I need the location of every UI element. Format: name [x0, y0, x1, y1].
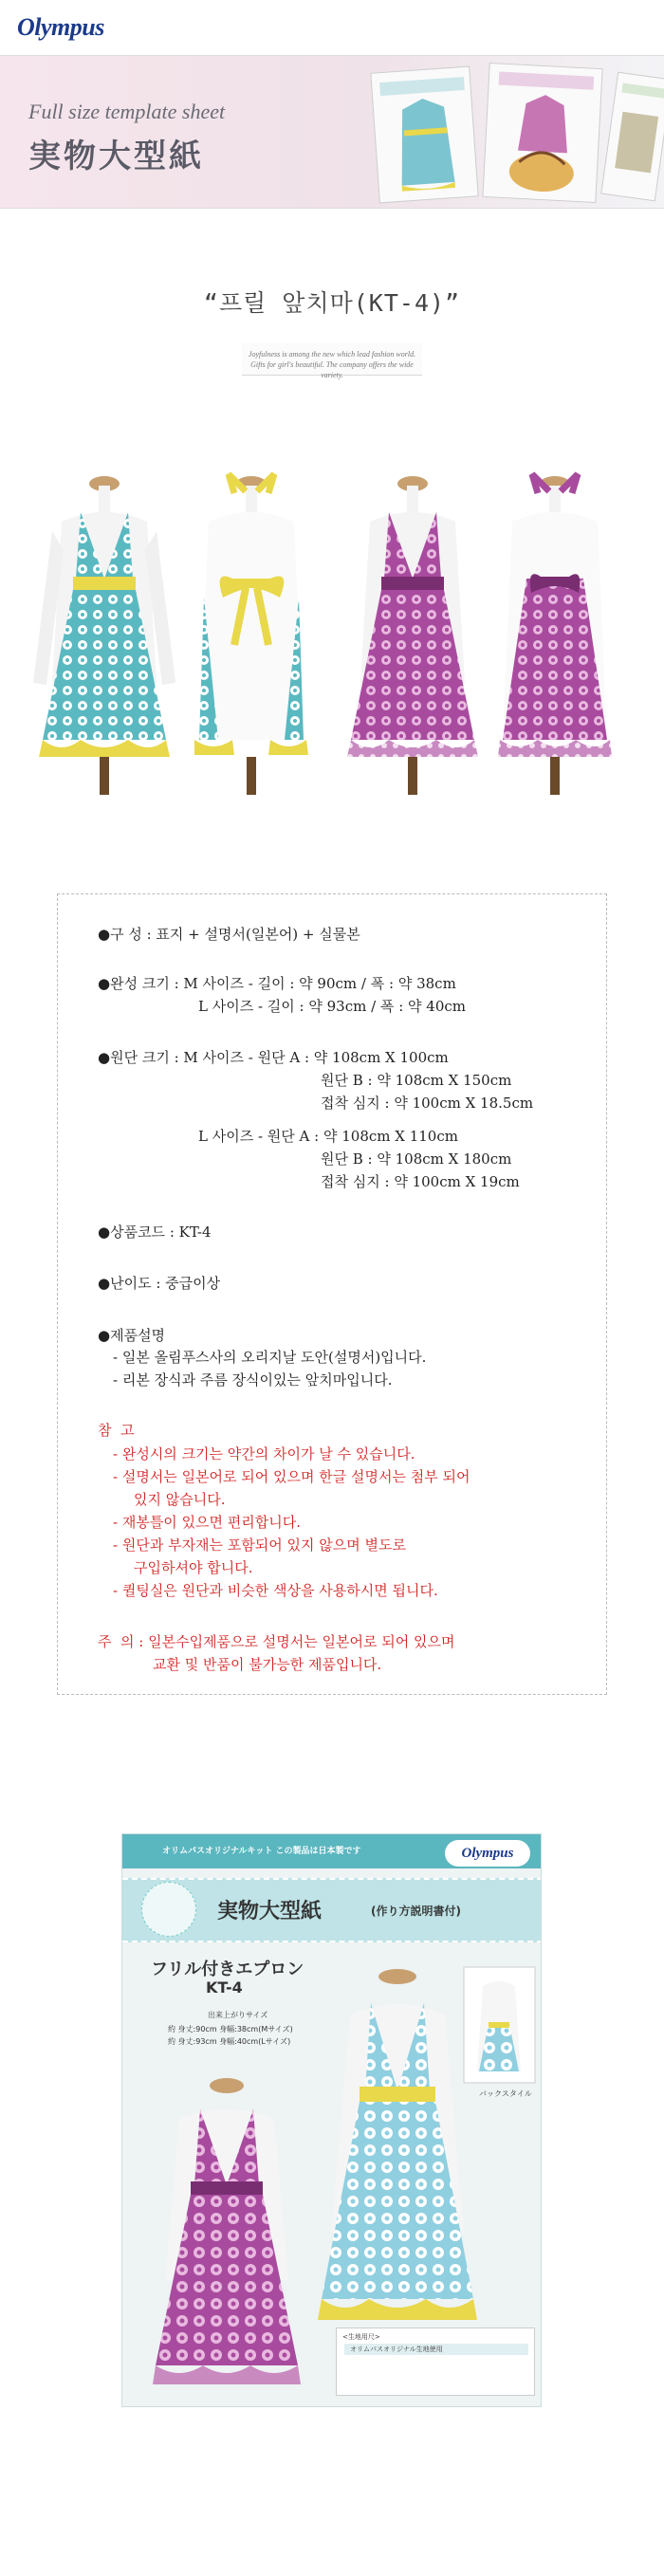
package-back-style-label: バックスタイル [479, 2089, 532, 2098]
info-finished-size-l: L 사이즈 - 길이 : 약 93cm / 폭 : 약 40cm [198, 998, 466, 1015]
note-3: - 재봉틀이 있으면 편리합니다. [113, 1514, 302, 1531]
package-fabric-label [336, 2328, 535, 2396]
info-fabric-m-interfacing: 접착 심지 : 약 100cm X 18.5cm [321, 1095, 534, 1112]
note-4: - 원단과 부자재는 포함되어 있지 않으며 별도로 [113, 1536, 406, 1554]
banner-title-en: Full size template sheet [28, 100, 226, 123]
info-difficulty: ●난이도 : 중급이상 [98, 1275, 221, 1292]
package-cover [121, 1833, 542, 2407]
tagline: Joyfulness is among the new which lead fashion world. Gifts for girl's beautiful. The company offers the wide variety. [242, 343, 422, 376]
product-info-box [57, 893, 607, 1695]
brand-logo: Olympus [17, 13, 104, 41]
package-title: 実物大型紙 [217, 1900, 323, 1923]
info-fabric-l-a: L 사이즈 - 원단 A : 약 108cm X 110cm [198, 1128, 458, 1145]
template-thumbnail-2 [482, 63, 602, 203]
info-product-code: ●상품코드 : KT-4 [98, 1224, 212, 1241]
info-fabric-m-a: ●원단 크기 : M 사이즈 - 원단 A : 약 108cm X 100cm [98, 1049, 449, 1066]
info-description-2: - 리본 장식과 주름 장식이있는 앞치마입니다. [113, 1371, 393, 1389]
product-photo [14, 455, 650, 806]
package-subtitle: (作り方説明書付) [371, 1904, 461, 1918]
package-fabric-label-title: <生地用尺> [342, 2333, 380, 2341]
package-product-name: フリル付きエプロン [151, 1960, 304, 1979]
package-size-m: 約 身丈:90cm 身幅:38cm(Mサイズ) [168, 2025, 293, 2033]
info-composition: ●구 성 : 표지 + 설명서(일본어) + 실물본 [98, 926, 360, 943]
info-fabric-l-interfacing: 접착 심지 : 약 100cm X 19cm [321, 1173, 520, 1190]
package-product-code: KT-4 [206, 1978, 243, 1996]
package-top-text: オリムパスオリジナルキット この製品は日本製です [162, 1847, 361, 1856]
caution-cont: 교환 및 반품이 불가능한 제품입니다. [153, 1656, 382, 1673]
note-2: - 설명서는 일본어로 되어 있으며 한글 설명서는 첨부 되어 [113, 1468, 470, 1485]
package-brand-logo: Olympus [445, 1840, 530, 1867]
note-heading: 참 고 [98, 1422, 135, 1439]
product-title: “프릴 앞치마(KT-4)” [203, 289, 461, 317]
template-sheet-banner [0, 55, 664, 209]
template-thumbnail-3 [600, 72, 664, 202]
note-5: - 퀼팅실은 원단과 비슷한 색상을 사용하시면 됩니다. [113, 1582, 438, 1599]
note-4-cont: 구입하셔야 합니다. [134, 1559, 253, 1576]
info-fabric-l-b: 원단 B : 약 108cm X 180cm [321, 1150, 512, 1168]
info-description-heading: ●제품설명 [98, 1327, 166, 1344]
caution: 주 의 : 일본수입제품으로 설명서는 일본어로 되어 있으며 [98, 1633, 455, 1650]
package-fabric-label-inner: オリムパスオリジナル生地使用 [344, 2344, 528, 2355]
banner-title-ja: 実物大型紙 [28, 138, 204, 175]
note-2-cont: 있지 않습니다. [134, 1491, 226, 1508]
info-description-1: - 일본 올림푸스사의 오리지날 도안(설명서)입니다. [113, 1349, 427, 1366]
info-finished-size-m: ●완성 크기 : M 사이즈 - 길이 : 약 90cm / 폭 : 약 38cm [98, 975, 456, 992]
template-thumbnail-1 [370, 66, 478, 204]
info-fabric-m-b: 원단 B : 약 108cm X 150cm [321, 1072, 512, 1089]
package-size-l: 約 身丈:93cm 身幅:40cm(Lサイズ) [168, 2037, 291, 2046]
package-illustration [122, 1834, 542, 2407]
package-size-heading: 出来上がりサイズ [208, 2011, 268, 2019]
note-1: - 완성시의 크기는 약간의 차이가 날 수 있습니다. [113, 1445, 415, 1463]
